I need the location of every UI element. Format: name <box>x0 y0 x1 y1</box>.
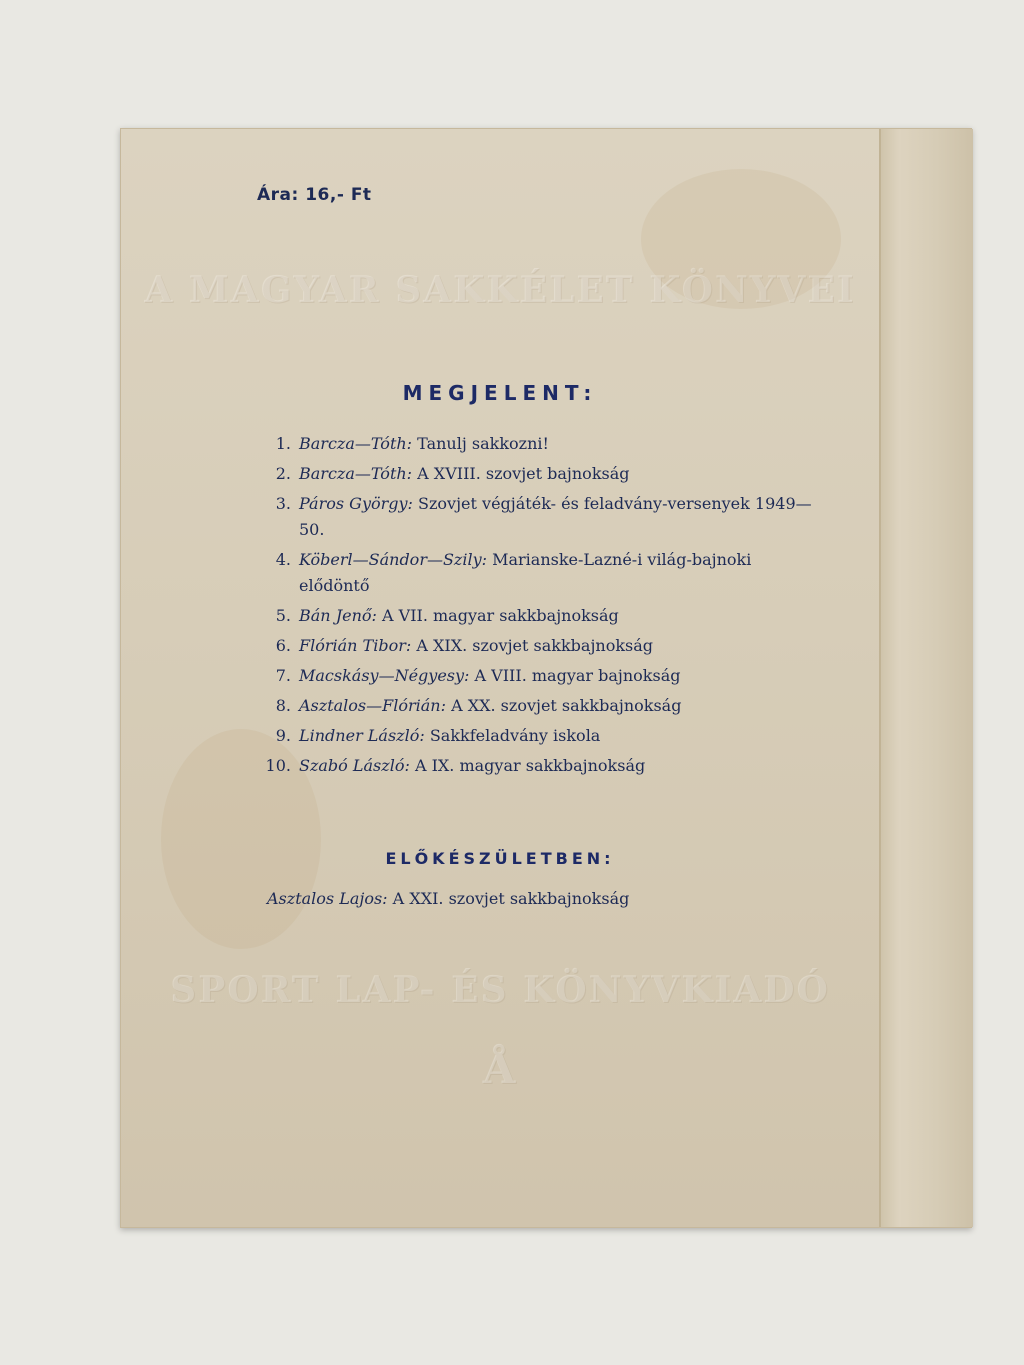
list-item <box>256 429 816 459</box>
item-title: Tanulj sakkozni! <box>417 434 549 453</box>
list-item <box>256 631 816 661</box>
item-number: 6. <box>275 636 291 655</box>
list-item <box>256 459 816 489</box>
item-number: 7. <box>275 666 291 685</box>
item-number: 10. <box>265 756 291 775</box>
item-number: 8. <box>275 696 291 715</box>
forthcoming-entry <box>267 889 629 908</box>
list-item <box>256 601 816 631</box>
published-book-list <box>256 429 816 781</box>
forthcoming-title: A XXI. szovjet sakkbajnokság <box>392 889 630 908</box>
item-author: Flórián Tibor: <box>299 636 412 655</box>
item-title: A VII. magyar sakkbajnokság <box>382 606 619 625</box>
list-item <box>256 661 816 691</box>
item-author: Köberl—Sándor—Szily: <box>299 550 488 569</box>
item-author: Macskásy—Négyesy: <box>299 666 470 685</box>
spine-fold <box>879 129 973 1227</box>
price-label: Ára: 16,- Ft <box>257 185 372 205</box>
item-number: 2. <box>275 464 291 483</box>
item-number: 5. <box>275 606 291 625</box>
published-heading: MEGJELENT: <box>402 381 598 405</box>
item-author: Barcza—Tóth: <box>299 434 413 453</box>
item-author: Asztalos—Flórián: <box>299 696 446 715</box>
item-title: Szovjet végjáték- és feladvány-versenyek 1949—50. <box>299 494 812 539</box>
item-title: A XVIII. szovjet bajnokság <box>417 464 630 483</box>
list-item <box>256 545 816 601</box>
item-number: 4. <box>275 550 291 569</box>
embossed-publisher-name: SPORT LAP- ÉS KÖNYVKIADÓ <box>170 969 830 1011</box>
item-title: A XIX. szovjet sakkbajnokság <box>416 636 654 655</box>
list-item <box>256 489 816 545</box>
item-author: Szabó László: <box>299 756 410 775</box>
item-title: Sakkfeladvány iskola <box>429 726 601 745</box>
item-author: Lindner László: <box>299 726 425 745</box>
item-title: A XX. szovjet sakkbajnokság <box>451 696 682 715</box>
embossed-series-title: A MAGYAR SAKKÉLET KÖNYVEI <box>144 269 856 311</box>
item-author: Barcza—Tóth: <box>299 464 413 483</box>
item-title: A IX. magyar sakkbajnokság <box>414 756 646 775</box>
forthcoming-heading: ELŐKÉSZÜLETBEN: <box>385 849 615 868</box>
forthcoming-author: Asztalos Lajos: <box>267 889 388 908</box>
list-item <box>256 721 816 751</box>
item-number: 3. <box>275 494 291 513</box>
item-author: Páros György: <box>299 494 413 513</box>
item-number: 9. <box>275 726 291 745</box>
item-title: Marianske-Lazné-i világ-bajnoki elődöntő <box>299 550 752 595</box>
booklet-back-cover <box>120 128 972 1228</box>
list-item <box>256 691 816 721</box>
item-number: 1. <box>275 434 291 453</box>
list-item <box>256 751 816 781</box>
embossed-publisher-logo: Å <box>482 1044 518 1093</box>
item-author: Bán Jenő: <box>299 606 377 625</box>
item-title: A VIII. magyar bajnokság <box>474 666 681 685</box>
